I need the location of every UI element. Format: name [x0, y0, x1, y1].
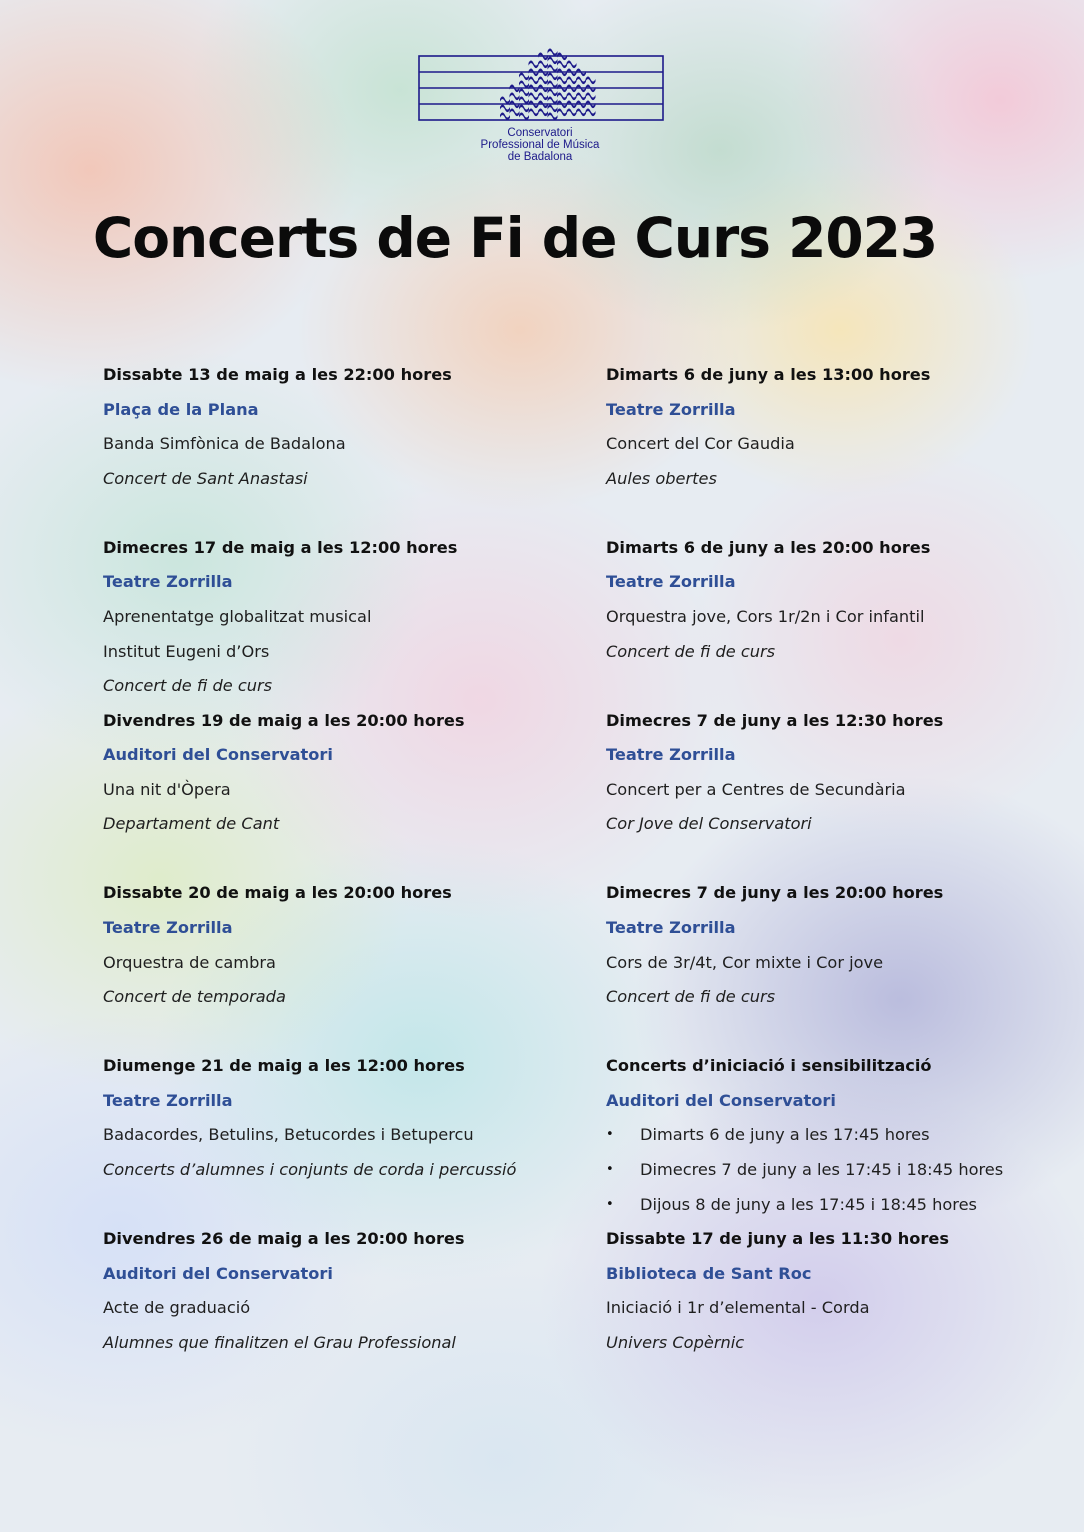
logo-wave-icon	[519, 81, 529, 89]
session-text: Dijous 8 de juny a les 17:45 i 18:45 hores	[640, 1194, 977, 1214]
page-title: Concerts de Fi de Curs 2023	[92, 206, 938, 270]
concert-description: Acte de graduació	[103, 1298, 251, 1318]
concert-description: Banda Simfònica de Badalona	[103, 434, 346, 454]
logo-wave-icon	[500, 113, 510, 121]
concert-venue: Plaça de la Plana	[103, 399, 259, 419]
concert-venue: Teatre Zorrilla	[103, 917, 233, 937]
concert-venue: Biblioteca de Sant Roc	[606, 1263, 812, 1283]
logo-wave-icon	[567, 109, 577, 117]
session-text: Dimecres 7 de juny a les 17:45 i 18:45 hores	[640, 1159, 1004, 1179]
bullet-icon: •	[606, 1161, 614, 1177]
concert-description: Una nit d'Òpera	[103, 779, 231, 799]
concert-note: Univers Copèrnic	[606, 1332, 745, 1352]
concert-date: Dissabte 20 de maig a les 20:00 hores	[103, 883, 452, 903]
concert-date: Dimarts 6 de juny a les 13:00 hores	[606, 365, 931, 384]
concert-entry-iniciacio	[606, 1049, 1003, 1222]
concert-description: Badacordes, Betulins, Betucordes i Betupercu	[103, 1125, 474, 1145]
concert-entry	[103, 358, 516, 531]
concert-date: Dissabte 13 de maig a les 22:00 hores	[103, 365, 452, 384]
logo-wave-icon	[510, 93, 520, 101]
list-item	[606, 1153, 1003, 1188]
logo-wave-icon	[567, 93, 577, 101]
logo-wave-icon	[567, 61, 577, 69]
concert-description: Cors de 3r/4t, Cor mixte i Cor jove	[606, 952, 884, 972]
logo-wave-icon	[529, 61, 539, 69]
concert-description: Concert del Cor Gaudia	[606, 434, 795, 454]
logo-wave-icon	[557, 61, 567, 69]
logo-wave-icon	[586, 77, 596, 85]
logo-wave-icon	[557, 109, 567, 117]
concert-note: Alumnes que finalitzen el Grau Professional	[103, 1332, 456, 1352]
logo-wave-icon	[548, 65, 558, 73]
concert-date: Divendres 26 de maig a les 20:00 hores	[103, 1228, 465, 1248]
logo-wave-icon	[548, 57, 558, 65]
logo-wave-icon	[500, 97, 510, 105]
logo-wave-icon	[519, 105, 529, 113]
concert-venue: Teatre Zorrilla	[103, 1090, 233, 1110]
conservatori-logo	[418, 40, 664, 122]
logo-wave-icon	[586, 109, 596, 117]
logo-wave-icon	[576, 93, 586, 101]
logo-wave-icon	[538, 77, 548, 85]
concert-venue: Teatre Zorrilla	[606, 745, 736, 765]
concert-description: Concert per a Centres de Secundària	[606, 779, 906, 799]
logo-wave-icon	[500, 105, 510, 113]
concert-date: Divendres 19 de maig a les 20:00 hores	[103, 710, 465, 730]
concert-venue: Teatre Zorrilla	[606, 399, 736, 419]
concert-venue: Auditori del Conservatori	[103, 1263, 333, 1283]
logo-wave-icon	[567, 77, 577, 85]
concert-date: Dimecres 7 de juny a les 12:30 hores	[606, 710, 944, 730]
concert-note: Concert de fi de curs	[606, 987, 776, 1007]
logo-wave-icon	[548, 81, 558, 89]
concert-entry	[103, 1222, 516, 1395]
concert-note: Cor Jove del Conservatori	[606, 814, 812, 834]
concert-entry	[606, 704, 1003, 877]
concert-entry	[606, 358, 1003, 531]
concert-note: Concerts d’alumnes i conjunts de corda i percussió	[103, 1159, 517, 1179]
logo-wave-icon	[538, 61, 548, 69]
concert-entry	[103, 531, 516, 704]
logo-wave-icon	[519, 97, 529, 105]
concert-entry	[606, 531, 1003, 704]
concert-venue: Teatre Zorrilla	[103, 572, 233, 592]
concert-note: Aules obertes	[606, 468, 717, 488]
concert-description: Institut Eugeni d’Ors	[103, 641, 270, 661]
concert-date: Dimecres 17 de maig a les 12:00 hores	[103, 537, 458, 557]
logo-wave-icon	[548, 105, 558, 113]
logo-wave-icon	[576, 109, 586, 117]
session-list	[606, 1118, 1003, 1222]
concert-description: Orquestra jove, Cors 1r/2n i Cor infantil	[606, 606, 925, 626]
concert-date: Dimecres 7 de juny a les 20:00 hores	[606, 883, 944, 903]
concert-heading: Concerts d’iniciació i sensibilització	[606, 1056, 932, 1076]
concert-venue: Auditori del Conservatori	[606, 1090, 836, 1110]
concert-entry	[606, 876, 1003, 1049]
logo-wave-icon	[529, 77, 539, 85]
left-column	[103, 358, 516, 1395]
logo-wave-icon	[548, 113, 558, 121]
institution-line-1: Conservatori	[507, 127, 573, 139]
concert-entry	[103, 704, 516, 877]
concert-date: Dissabte 17 de juny a les 11:30 hores	[606, 1228, 950, 1248]
concert-note: Concert de temporada	[103, 987, 286, 1007]
logo-wave-icon	[519, 89, 529, 97]
logo-wave-icon	[548, 73, 558, 81]
logo-wave-icon	[548, 49, 558, 57]
concert-note: Concert de fi de curs	[103, 676, 273, 696]
logo-wave-icon	[529, 93, 539, 101]
logo-wave-icon	[510, 109, 520, 117]
bullet-icon: •	[606, 1127, 614, 1143]
institution-line-2: Professional de Música	[480, 139, 600, 151]
concert-entry	[606, 1222, 1003, 1395]
concert-note: Concert de fi de curs	[606, 641, 776, 661]
concert-entry	[103, 876, 516, 1049]
logo-wave-icon	[538, 93, 548, 101]
concert-venue: Teatre Zorrilla	[606, 572, 736, 592]
concert-note: Departament de Cant	[103, 814, 280, 834]
logo-wave-icon	[576, 77, 586, 85]
concert-description: Aprenentatge globalitzat musical	[103, 606, 372, 626]
logo-wave-icon	[557, 93, 567, 101]
logo-wave-icon	[519, 113, 529, 121]
logo-wave-icon	[557, 77, 567, 85]
concert-note: Concert de Sant Anastasi	[103, 468, 308, 488]
concert-date: Diumenge 21 de maig a les 12:00 hores	[103, 1056, 465, 1076]
right-column	[606, 358, 1003, 1395]
concert-description: Iniciació i 1r d’elemental - Corda	[606, 1298, 870, 1318]
concert-date: Dimarts 6 de juny a les 20:00 hores	[606, 537, 931, 557]
logo-wave-icon	[519, 73, 529, 81]
list-item	[606, 1118, 1003, 1153]
institution-line-3: de Badalona	[507, 151, 573, 163]
concert-venue: Teatre Zorrilla	[606, 917, 736, 937]
session-text: Dimarts 6 de juny a les 17:45 hores	[640, 1125, 930, 1145]
logo-wave-icon	[529, 109, 539, 117]
logo-wave-icon	[548, 89, 558, 97]
concert-entry	[103, 1049, 516, 1222]
concert-venue: Auditori del Conservatori	[103, 745, 333, 765]
concert-description: Orquestra de cambra	[103, 952, 276, 972]
list-item	[606, 1188, 1003, 1223]
logo-wave-icon	[586, 93, 596, 101]
logo-wave-icon	[538, 109, 548, 117]
bullet-icon: •	[606, 1196, 614, 1212]
logo-wave-icon	[548, 97, 558, 105]
